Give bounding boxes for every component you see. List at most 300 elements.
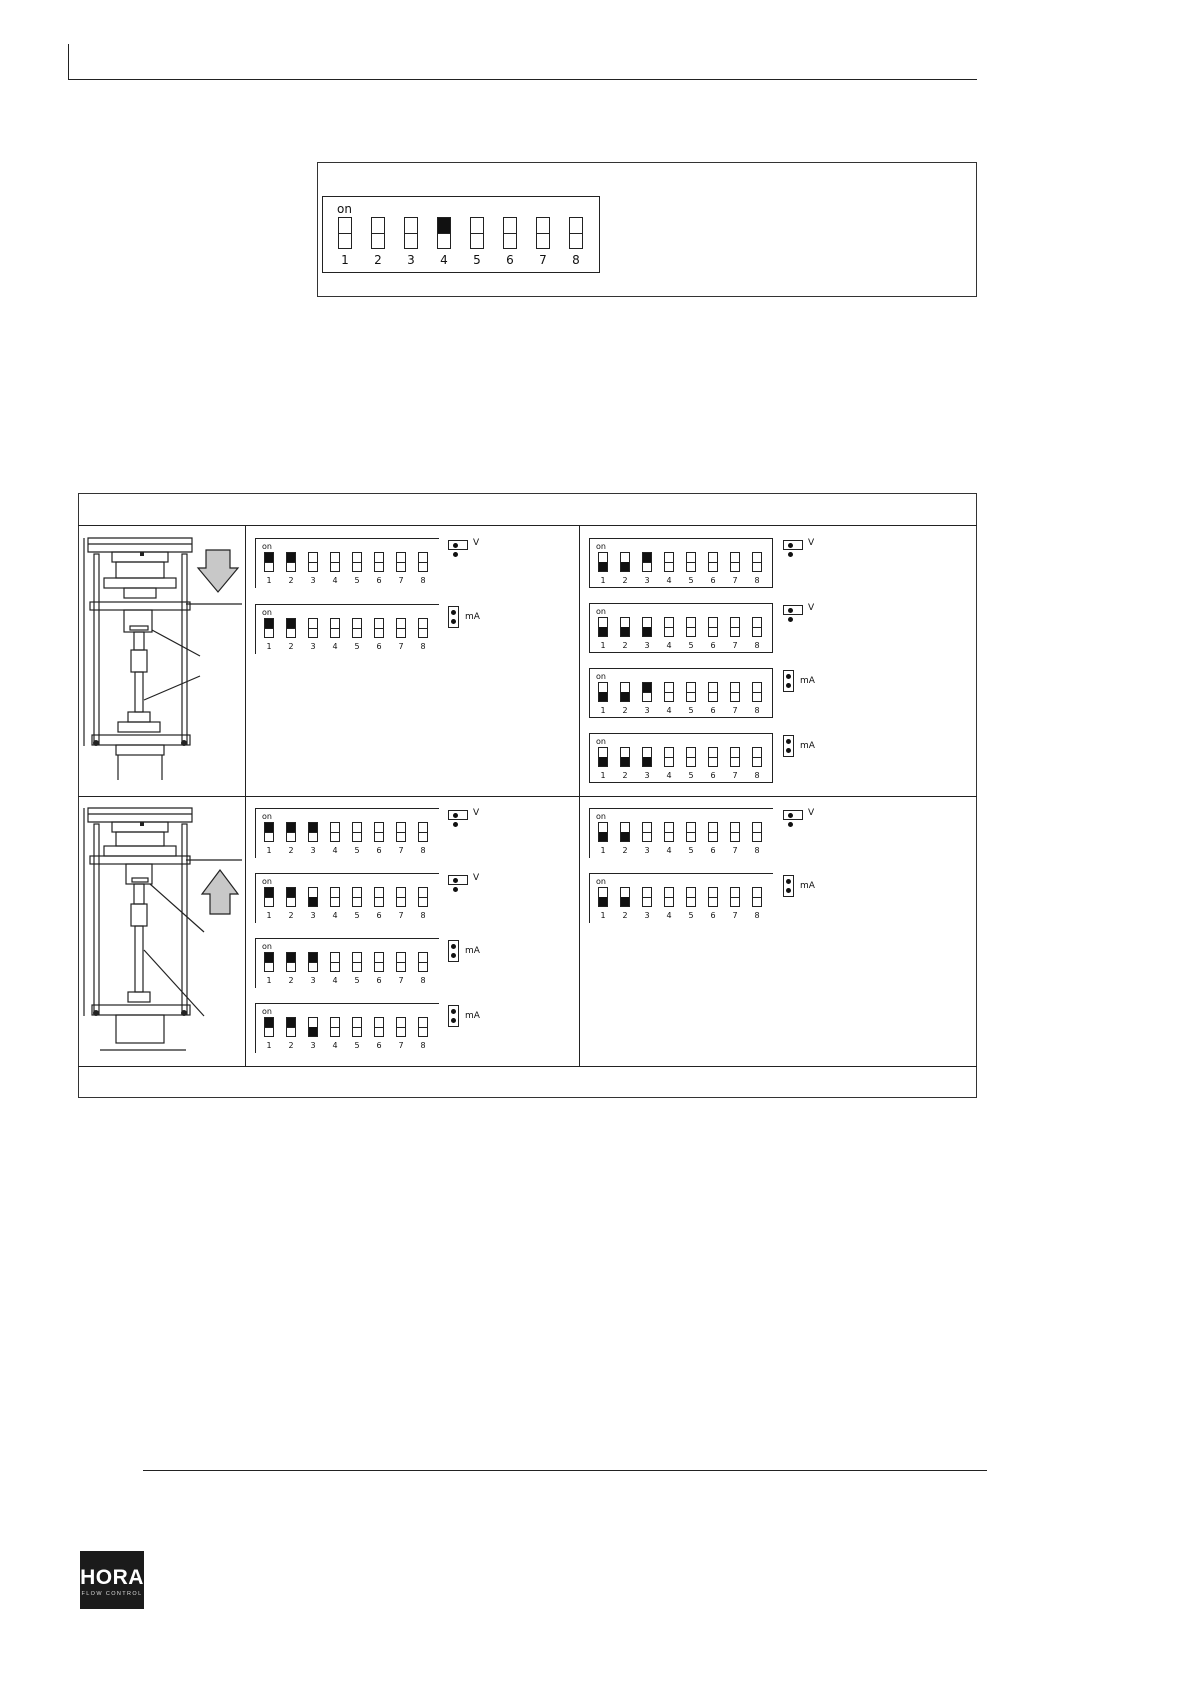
dip-toggle-lever xyxy=(621,692,629,701)
dip-toggle-6 xyxy=(708,682,718,702)
dip-toggle-7 xyxy=(730,552,740,572)
dip-toggle-1 xyxy=(338,217,352,249)
jumper-label: V xyxy=(808,603,815,613)
dip-toggle-divider xyxy=(397,562,405,563)
dip-toggle-lever xyxy=(309,897,317,906)
dip-toggle-divider xyxy=(375,832,383,833)
dip-toggle-2 xyxy=(286,1017,296,1037)
dip-toggle-divider xyxy=(665,897,673,898)
dip-number: 2 xyxy=(622,641,628,650)
dip-number: 8 xyxy=(420,642,426,651)
dip-number: 2 xyxy=(374,253,382,267)
dip-number: 7 xyxy=(398,976,404,985)
dip-toggle-divider xyxy=(331,1027,339,1028)
dip-toggle-3 xyxy=(308,618,318,638)
dip-number: 3 xyxy=(407,253,415,267)
dip-toggle-6 xyxy=(708,887,718,907)
dip-number: 3 xyxy=(310,976,316,985)
dip-switch xyxy=(255,938,439,988)
dip-toggle-1 xyxy=(598,822,608,842)
dip-toggle-8 xyxy=(752,822,762,842)
jumper-outline xyxy=(448,875,468,885)
jumper-pin xyxy=(453,543,458,548)
dip-toggle-lever xyxy=(621,757,629,766)
dip-toggle-divider xyxy=(339,233,351,234)
dip-toggle-5 xyxy=(352,887,362,907)
dip-number: 1 xyxy=(266,976,272,985)
dip-number: 8 xyxy=(420,576,426,585)
dip-toggle-lever xyxy=(287,823,295,832)
dip-number: 1 xyxy=(600,576,606,585)
dip-toggle-divider xyxy=(309,628,317,629)
dip-toggle-divider xyxy=(375,562,383,563)
dip-number: 7 xyxy=(398,911,404,920)
dip-toggle-divider xyxy=(331,562,339,563)
dip-number: 1 xyxy=(600,911,606,920)
dip-toggle-divider xyxy=(375,897,383,898)
dip-number: 2 xyxy=(288,846,294,855)
dip-number: 7 xyxy=(398,1041,404,1050)
dip-toggle-3 xyxy=(404,217,418,249)
dip-toggle-7 xyxy=(396,618,406,638)
dip-number: 8 xyxy=(754,846,760,855)
dip-toggle-divider xyxy=(731,897,739,898)
dip-on-label: on xyxy=(596,542,606,551)
dip-number: 2 xyxy=(622,911,628,920)
dip-toggle-5 xyxy=(352,618,362,638)
dip-number: 4 xyxy=(440,253,448,267)
dip-toggle-2 xyxy=(286,887,296,907)
dip-toggle-3 xyxy=(308,822,318,842)
dip-on-label: on xyxy=(337,202,352,216)
dip-toggle-4 xyxy=(664,552,674,572)
actuator-up-illustration xyxy=(82,800,242,1060)
dip-toggle-3 xyxy=(308,887,318,907)
dip-on-label: on xyxy=(596,607,606,616)
dip-number: 5 xyxy=(688,576,694,585)
jumper-pin xyxy=(788,617,793,622)
dip-toggle-3 xyxy=(308,1017,318,1037)
table-row-divider xyxy=(78,796,977,797)
dip-toggle-2 xyxy=(620,552,630,572)
dip-toggle-lever xyxy=(643,757,651,766)
dip-switch xyxy=(255,604,439,654)
dip-toggle-lever xyxy=(643,553,651,562)
dip-toggle-6 xyxy=(374,887,384,907)
dip-toggle-lever xyxy=(309,953,317,962)
dip-toggle-divider xyxy=(753,757,761,758)
dip-toggle-3 xyxy=(642,552,652,572)
dip-number: 1 xyxy=(266,642,272,651)
dip-toggle-divider xyxy=(753,692,761,693)
dip-number: 2 xyxy=(288,976,294,985)
header-left-rule xyxy=(68,44,69,80)
dip-toggle-5 xyxy=(686,682,696,702)
dip-toggle-lever xyxy=(287,553,295,562)
dip-toggle-lever xyxy=(599,562,607,571)
jumper-pin xyxy=(786,683,791,688)
dip-number: 4 xyxy=(666,911,672,920)
dip-number: 7 xyxy=(398,576,404,585)
dip-switch xyxy=(322,196,600,273)
dip-toggle-4 xyxy=(437,217,451,249)
dip-toggle-6 xyxy=(374,822,384,842)
dip-toggle-4 xyxy=(664,887,674,907)
dip-number: 8 xyxy=(420,1041,426,1050)
dip-toggle-divider xyxy=(331,832,339,833)
dip-switch xyxy=(589,603,773,653)
dip-switch xyxy=(589,808,773,858)
dip-toggle-4 xyxy=(664,682,674,702)
dip-number: 2 xyxy=(288,576,294,585)
dip-number: 4 xyxy=(332,576,338,585)
dip-number: 3 xyxy=(644,576,650,585)
dip-toggle-2 xyxy=(371,217,385,249)
dip-toggle-divider xyxy=(419,962,427,963)
dip-number: 8 xyxy=(754,771,760,780)
dip-toggle-divider xyxy=(331,962,339,963)
jumper-pin xyxy=(788,822,793,827)
dip-toggle-lever xyxy=(599,897,607,906)
dip-number: 5 xyxy=(688,706,694,715)
dip-toggle-divider xyxy=(665,692,673,693)
dip-toggle-3 xyxy=(308,552,318,572)
dip-number: 8 xyxy=(420,911,426,920)
jumper-pin xyxy=(453,822,458,827)
dip-number: 4 xyxy=(332,911,338,920)
dip-toggle-divider xyxy=(665,757,673,758)
dip-on-label: on xyxy=(596,672,606,681)
dip-number: 2 xyxy=(288,911,294,920)
dip-toggle-lever xyxy=(599,692,607,701)
dip-toggle-5 xyxy=(686,822,696,842)
jumper-pin xyxy=(453,887,458,892)
jumper-outline xyxy=(448,540,468,550)
dip-number: 6 xyxy=(376,642,382,651)
dip-toggle-divider xyxy=(353,1027,361,1028)
dip-number: 3 xyxy=(310,911,316,920)
dip-toggle-lever xyxy=(265,888,273,897)
dip-number: 3 xyxy=(644,641,650,650)
dip-number: 8 xyxy=(754,641,760,650)
dip-toggle-divider xyxy=(643,692,651,693)
dip-on-label: on xyxy=(596,737,606,746)
dip-toggle-2 xyxy=(286,552,296,572)
dip-toggle-divider xyxy=(397,628,405,629)
dip-toggle-7 xyxy=(396,552,406,572)
dip-toggle-divider xyxy=(397,1027,405,1028)
dip-toggle-divider xyxy=(709,897,717,898)
dip-number: 1 xyxy=(600,771,606,780)
dip-toggle-lever xyxy=(643,683,651,692)
dip-toggle-divider xyxy=(687,627,695,628)
jumper-pin xyxy=(788,813,793,818)
dip-toggle-4 xyxy=(330,952,340,972)
table-footer-divider xyxy=(78,1066,977,1067)
jumper-pin xyxy=(786,879,791,884)
dip-number: 1 xyxy=(266,1041,272,1050)
dip-number: 7 xyxy=(732,846,738,855)
dip-toggle-lever xyxy=(265,553,273,562)
dip-toggle-divider xyxy=(643,832,651,833)
dip-toggle-6 xyxy=(374,952,384,972)
dip-toggle-divider xyxy=(419,832,427,833)
jumper-pin xyxy=(453,552,458,557)
dip-number: 5 xyxy=(354,1041,360,1050)
dip-toggle-divider xyxy=(353,962,361,963)
dip-toggle-7 xyxy=(396,887,406,907)
dip-toggle-divider xyxy=(372,233,384,234)
header-rule xyxy=(68,79,977,80)
dip-toggle-8 xyxy=(418,822,428,842)
dip-toggle-1 xyxy=(598,887,608,907)
dip-number: 6 xyxy=(710,706,716,715)
dip-toggle-divider xyxy=(331,897,339,898)
dip-number: 6 xyxy=(710,576,716,585)
jumper-pin xyxy=(453,813,458,818)
dip-number: 5 xyxy=(688,641,694,650)
dip-number: 6 xyxy=(376,846,382,855)
dip-number: 7 xyxy=(732,641,738,650)
dip-number: 6 xyxy=(376,911,382,920)
dip-number: 8 xyxy=(754,911,760,920)
jumper-pin xyxy=(786,888,791,893)
jumper-pin xyxy=(451,953,456,958)
dip-toggle-1 xyxy=(264,887,274,907)
dip-toggle-divider xyxy=(287,832,295,833)
dip-toggle-divider xyxy=(353,897,361,898)
dip-toggle-divider xyxy=(353,832,361,833)
dip-toggle-8 xyxy=(752,617,762,637)
dip-number: 6 xyxy=(376,1041,382,1050)
dip-number: 7 xyxy=(732,706,738,715)
dip-toggle-divider xyxy=(504,233,516,234)
dip-toggle-divider xyxy=(287,562,295,563)
dip-toggle-lever xyxy=(599,757,607,766)
dip-number: 6 xyxy=(710,846,716,855)
dip-toggle-1 xyxy=(264,618,274,638)
dip-toggle-lever xyxy=(309,1027,317,1036)
dip-toggle-lever xyxy=(621,562,629,571)
jumper-pin xyxy=(788,543,793,548)
dip-on-label: on xyxy=(596,812,606,821)
dip-toggle-divider xyxy=(309,562,317,563)
dip-number: 2 xyxy=(622,576,628,585)
dip-toggle-divider xyxy=(419,628,427,629)
dip-number: 5 xyxy=(354,576,360,585)
dip-number: 6 xyxy=(376,976,382,985)
dip-toggle-lever xyxy=(287,1018,295,1027)
dip-toggle-5 xyxy=(352,952,362,972)
dip-toggle-2 xyxy=(620,747,630,767)
dip-toggle-divider xyxy=(309,832,317,833)
jumper-label: mA xyxy=(465,612,480,622)
dip-toggle-divider xyxy=(665,832,673,833)
dip-on-label: on xyxy=(262,877,272,886)
dip-toggle-4 xyxy=(664,822,674,842)
dip-toggle-6 xyxy=(374,552,384,572)
jumper-pin xyxy=(453,878,458,883)
dip-toggle-lever xyxy=(621,897,629,906)
jumper-pin xyxy=(451,1009,456,1014)
dip-toggle-4 xyxy=(330,552,340,572)
dip-toggle-lever xyxy=(621,832,629,841)
dip-number: 4 xyxy=(666,576,672,585)
dip-number: 3 xyxy=(644,846,650,855)
dip-number: 3 xyxy=(644,771,650,780)
dip-toggle-5 xyxy=(352,822,362,842)
dip-toggle-5 xyxy=(686,617,696,637)
dip-number: 1 xyxy=(266,846,272,855)
dip-toggle-8 xyxy=(752,887,762,907)
dip-toggle-divider xyxy=(331,628,339,629)
dip-toggle-divider xyxy=(731,692,739,693)
dip-toggle-divider xyxy=(419,1027,427,1028)
dip-toggle-1 xyxy=(264,952,274,972)
dip-number: 4 xyxy=(666,706,672,715)
dip-toggle-divider xyxy=(265,628,273,629)
dip-number: 4 xyxy=(666,846,672,855)
dip-switch xyxy=(589,538,773,588)
dip-toggle-lever xyxy=(438,218,450,233)
dip-toggle-divider xyxy=(709,757,717,758)
dip-toggle-4 xyxy=(330,822,340,842)
dip-number: 6 xyxy=(710,771,716,780)
dip-toggle-8 xyxy=(752,747,762,767)
dip-number: 1 xyxy=(600,706,606,715)
dip-toggle-divider xyxy=(709,832,717,833)
dip-toggle-divider xyxy=(287,1027,295,1028)
dip-toggle-3 xyxy=(642,747,652,767)
dip-toggle-6 xyxy=(708,822,718,842)
dip-toggle-2 xyxy=(620,617,630,637)
dip-toggle-3 xyxy=(642,887,652,907)
jumper-pin xyxy=(451,619,456,624)
dip-toggle-1 xyxy=(264,552,274,572)
dip-toggle-divider xyxy=(265,897,273,898)
dip-toggle-6 xyxy=(708,617,718,637)
dip-number: 4 xyxy=(666,641,672,650)
dip-number: 3 xyxy=(310,576,316,585)
dip-number: 8 xyxy=(572,253,580,267)
dip-toggle-8 xyxy=(752,682,762,702)
dip-number: 5 xyxy=(688,911,694,920)
dip-number: 2 xyxy=(288,642,294,651)
dip-switch xyxy=(589,668,773,718)
dip-on-label: on xyxy=(596,877,606,886)
dip-toggle-1 xyxy=(598,617,608,637)
dip-toggle-lever xyxy=(265,1018,273,1027)
jumper-label: V xyxy=(473,538,480,548)
jumper-outline xyxy=(783,810,803,820)
dip-number: 7 xyxy=(539,253,547,267)
dip-on-label: on xyxy=(262,942,272,951)
dip-toggle-7 xyxy=(730,747,740,767)
dip-number: 6 xyxy=(506,253,514,267)
dip-toggle-8 xyxy=(418,952,428,972)
dip-toggle-1 xyxy=(598,747,608,767)
dip-number: 5 xyxy=(354,976,360,985)
dip-number: 5 xyxy=(354,642,360,651)
dip-number: 4 xyxy=(332,1041,338,1050)
dip-number: 1 xyxy=(600,641,606,650)
dip-number: 4 xyxy=(666,771,672,780)
jumper-label: mA xyxy=(800,676,815,686)
dip-number: 7 xyxy=(732,771,738,780)
dip-toggle-2 xyxy=(286,952,296,972)
dip-number: 3 xyxy=(644,911,650,920)
dip-number: 7 xyxy=(398,846,404,855)
dip-toggle-1 xyxy=(264,1017,274,1037)
dip-toggle-divider xyxy=(265,832,273,833)
dip-number: 4 xyxy=(332,642,338,651)
dip-toggle-divider xyxy=(287,962,295,963)
dip-toggle-7 xyxy=(396,952,406,972)
dip-toggle-divider xyxy=(419,562,427,563)
dip-toggle-7 xyxy=(396,822,406,842)
dip-toggle-2 xyxy=(286,822,296,842)
dip-number: 7 xyxy=(398,642,404,651)
dip-toggle-lever xyxy=(599,832,607,841)
dip-number: 8 xyxy=(420,976,426,985)
logo-subtext: FLOW CONTROL xyxy=(81,1591,143,1597)
dip-toggle-lever xyxy=(265,953,273,962)
dip-toggle-8 xyxy=(752,552,762,572)
dip-frame xyxy=(322,196,600,273)
dip-number: 4 xyxy=(332,976,338,985)
dip-number: 8 xyxy=(420,846,426,855)
dip-toggle-divider xyxy=(709,692,717,693)
dip-toggle-2 xyxy=(620,682,630,702)
dip-toggle-7 xyxy=(396,1017,406,1037)
dip-toggle-divider xyxy=(731,757,739,758)
dip-number: 8 xyxy=(754,576,760,585)
dip-toggle-1 xyxy=(598,552,608,572)
dip-toggle-lever xyxy=(309,823,317,832)
table-col-divider-2 xyxy=(579,525,580,1066)
dip-toggle-lever xyxy=(287,953,295,962)
hora-logo xyxy=(80,1551,144,1609)
dip-toggle-8 xyxy=(418,1017,428,1037)
dip-toggle-4 xyxy=(330,887,340,907)
dip-toggle-6 xyxy=(708,552,718,572)
dip-toggle-3 xyxy=(642,822,652,842)
jumper-label: V xyxy=(808,538,815,548)
dip-number: 8 xyxy=(754,706,760,715)
dip-toggle-4 xyxy=(330,1017,340,1037)
jumper-pin xyxy=(788,552,793,557)
dip-switch xyxy=(255,1003,439,1053)
dip-number: 4 xyxy=(332,846,338,855)
dip-toggle-3 xyxy=(308,952,318,972)
dip-toggle-divider xyxy=(405,233,417,234)
dip-toggle-4 xyxy=(664,747,674,767)
dip-toggle-8 xyxy=(418,552,428,572)
jumper-label: mA xyxy=(465,1011,480,1021)
dip-toggle-divider xyxy=(687,832,695,833)
dip-toggle-divider xyxy=(709,562,717,563)
jumper-label: mA xyxy=(800,741,815,751)
dip-number: 3 xyxy=(644,706,650,715)
jumper-pin xyxy=(451,944,456,949)
dip-number: 6 xyxy=(710,641,716,650)
dip-toggle-divider xyxy=(265,562,273,563)
dip-toggle-divider xyxy=(419,897,427,898)
dip-toggle-divider xyxy=(471,233,483,234)
dip-on-label: on xyxy=(262,542,272,551)
dip-toggle-divider xyxy=(731,832,739,833)
dip-toggle-4 xyxy=(664,617,674,637)
